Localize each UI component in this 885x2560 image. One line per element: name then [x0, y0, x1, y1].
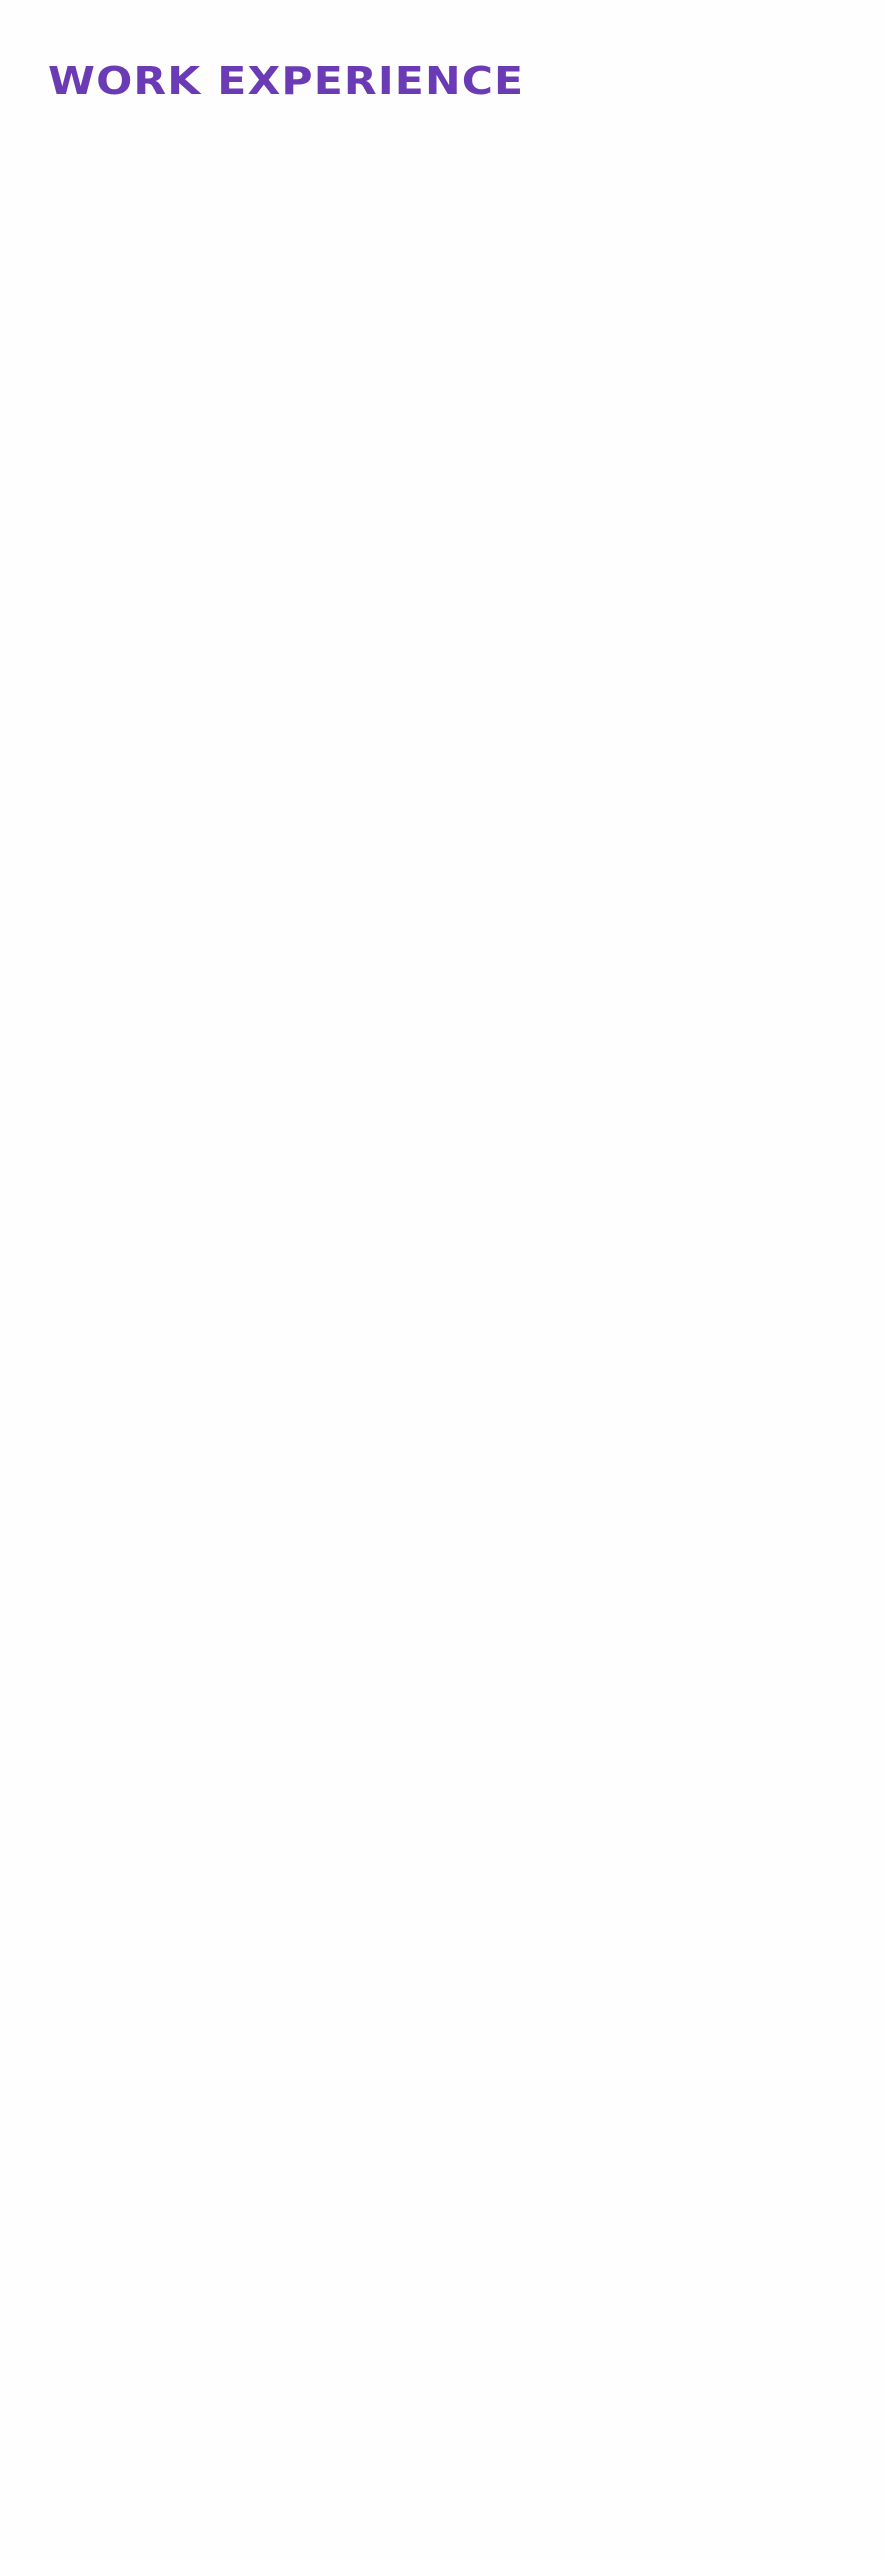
work-experience-content: [48, 150, 837, 2510]
section-title: WORK EXPERIENCE: [48, 59, 525, 103]
